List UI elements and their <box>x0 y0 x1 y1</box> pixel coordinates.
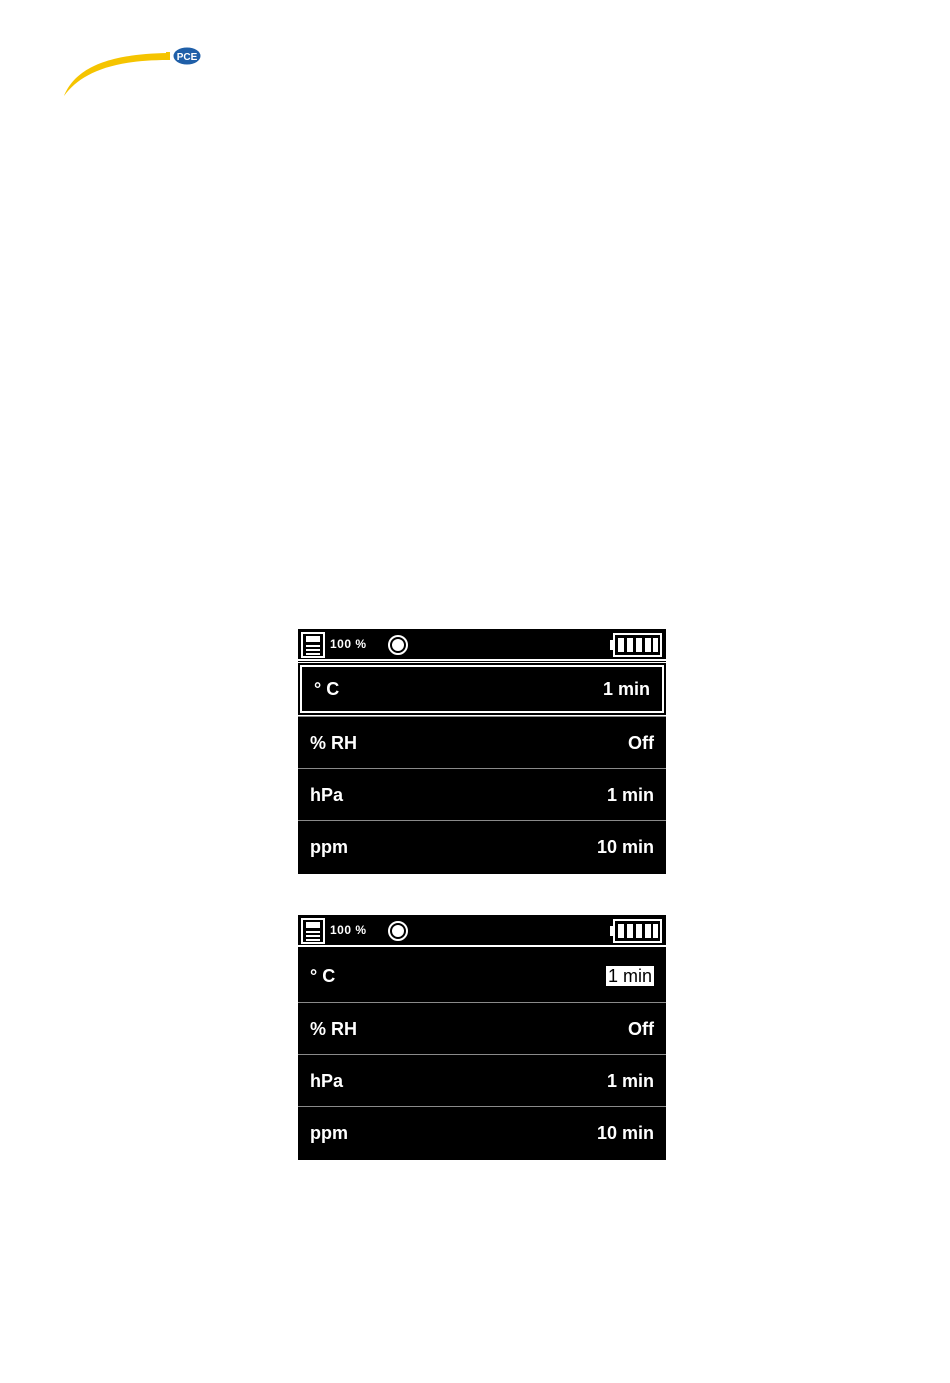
memory-percent: 100 % <box>330 637 367 651</box>
row-value: 1 min <box>606 784 654 805</box>
row-value: 1 min <box>602 678 650 699</box>
logo-swoosh <box>64 53 168 96</box>
row-label: hPa <box>310 784 344 805</box>
memory-card-icon <box>301 918 325 944</box>
row-label: ppm <box>310 837 348 857</box>
row-label: hPa <box>310 1070 344 1091</box>
row-label: ° C <box>310 965 336 986</box>
row-label: % RH <box>310 1018 358 1039</box>
row-value-editing[interactable]: 1 min <box>607 966 652 986</box>
pce-logo <box>60 42 210 100</box>
record-icon <box>387 920 409 942</box>
row-value: 10 min <box>596 1123 654 1143</box>
battery-full-icon <box>610 633 662 657</box>
row-value: Off <box>628 732 654 753</box>
setting-row-temperature[interactable] <box>298 950 666 1002</box>
memory-card-icon <box>301 632 325 658</box>
setting-row-humidity[interactable] <box>298 717 666 769</box>
record-icon <box>387 634 409 656</box>
row-value: 10 min <box>596 837 654 857</box>
memory-percent: 100 % <box>330 923 367 937</box>
setting-row-pressure[interactable] <box>298 769 666 821</box>
logo-bar <box>166 52 170 60</box>
row-label: ppm <box>310 1123 348 1143</box>
setting-row-humidity[interactable] <box>298 1003 666 1055</box>
device-screen-1 <box>298 629 666 874</box>
row-value: Off <box>628 1018 654 1039</box>
row-value: 1 min <box>606 1070 654 1091</box>
status-bar <box>298 915 666 947</box>
setting-row-co2[interactable] <box>298 1107 666 1160</box>
battery-full-icon <box>610 919 662 943</box>
row-label: % RH <box>310 732 358 753</box>
status-bar <box>298 629 666 661</box>
setting-row-pressure[interactable] <box>298 1055 666 1107</box>
device-screen-2 <box>298 915 666 1160</box>
setting-row-temperature[interactable] <box>300 665 664 713</box>
row-label: ° C <box>314 678 340 699</box>
setting-row-co2[interactable] <box>298 821 666 874</box>
logo-text: PCE <box>176 52 198 63</box>
